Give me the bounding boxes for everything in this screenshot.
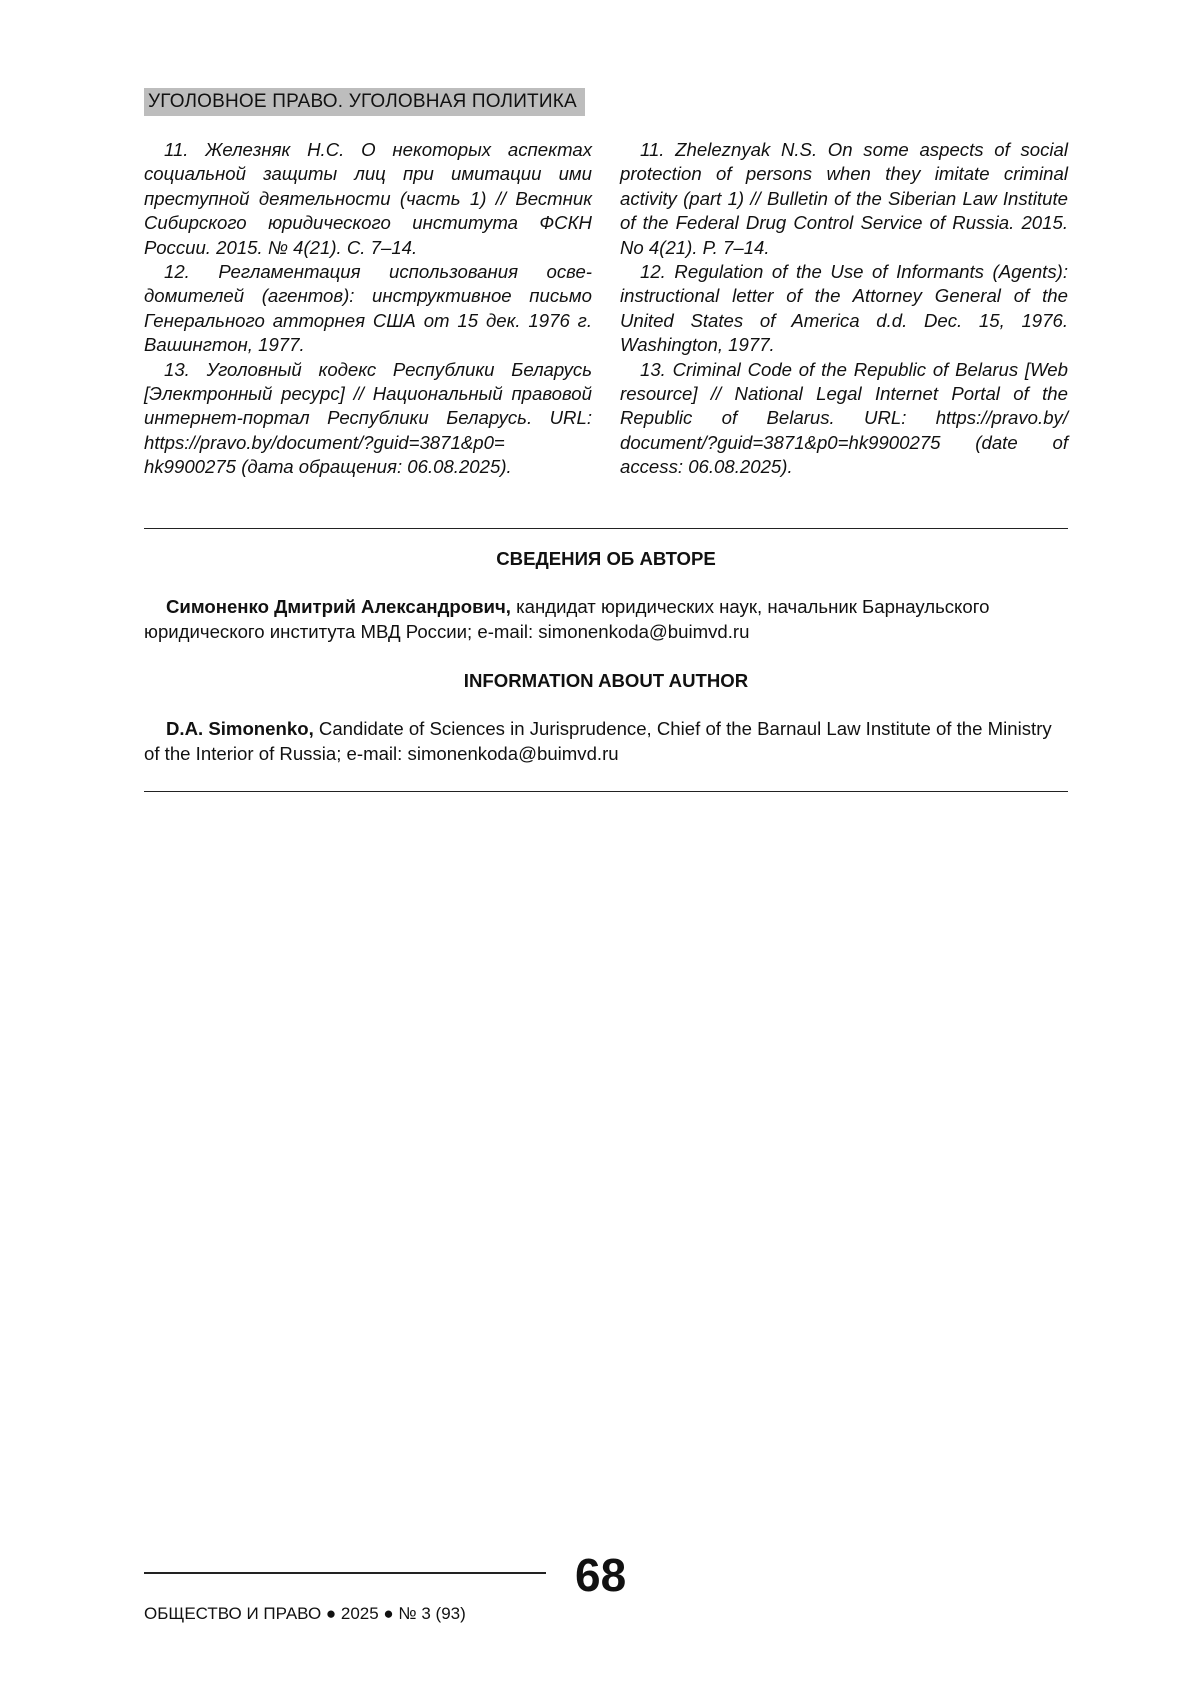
references-ru-column xyxy=(144,138,592,480)
author-name-ru: Симоненко Дмитрий Александрович, xyxy=(166,596,511,617)
reference-en-13: 13. Criminal Code of the Republic of Belarus [Web resource] // National Legal Internet Portal of the Republic of Belarus. URL: https://pravo.by/​document/?guid=3871&p0=hk9900275 (date of access: 06.08.2025). xyxy=(620,358,1068,480)
page-number: 68 xyxy=(575,1552,626,1598)
author-details-en: Candidate of Sciences in Jurisprudence, Chief of the Barnaul Law Institute of the Ministry of the Interior of Russia; e-mail: simonenkoda@buimvd.ru xyxy=(144,718,1052,764)
reference-ru-12: 12. Регламентация использования осве­домителей (агентов): инструктивное пись­мо Генерального атторнея США от 15 дек. 1976 г. Вашингтон, 1977. xyxy=(144,260,592,358)
author-info-heading-en: INFORMATION ABOUT AUTHOR xyxy=(144,670,1068,692)
footer-rule xyxy=(144,1572,546,1574)
author-info-heading-ru: СВЕДЕНИЯ ОБ АВТОРЕ xyxy=(144,548,1068,570)
reference-ru-11: 11. Железняк Н.С. О некоторых аспектах социальной защиты лиц при имитации ими преступной деятельности (часть 1) // Вест­ник Сибирского юридического института ФСКН России. 2015. № 4(21). С. 7–14. xyxy=(144,138,592,260)
author-details-ru: кандидат юридических наук, начальник Барнаульского юридического института МВД России; e-mail: simonenkoda@buimvd.ru xyxy=(144,596,989,642)
author-info-ru xyxy=(144,594,1068,644)
footer-journal-info: ОБЩЕСТВО И ПРАВО ● 2025 ● № 3 (93) xyxy=(144,1604,466,1624)
references xyxy=(144,138,1068,480)
references-en-column xyxy=(620,138,1068,480)
divider-top xyxy=(144,528,1068,529)
author-name-en: D.A. Simonenko, xyxy=(166,718,314,739)
section-header: УГОЛОВНОЕ ПРАВО. УГОЛОВНАЯ ПОЛИТИКА xyxy=(144,88,585,116)
divider-bottom xyxy=(144,791,1068,792)
reference-ru-13: 13. Уголовный кодекс Республики Беларусь [Электронный ресурс] // Национальный право­вой интернет-портал Республики Беларусь. URL: https://pravo.by/document/?guid=3871&p0=​hk9900275 (дата обращения: 06.08.2025). xyxy=(144,358,592,480)
reference-en-12: 12. Regulation of the Use of Informants (Agents): instructional letter of the Attorney General of the United States of America d.d. Dec. 15, 1976. Washington, 1977. xyxy=(620,260,1068,358)
reference-en-11: 11. Zheleznyak N.S. On some aspects of social protection of persons when they imitate criminal activity (part 1) // Bulletin of the Siberian Law Institute of the Federal Drug Control Service of Russia. 2015. No 4(21). P. 7–14. xyxy=(620,138,1068,260)
author-info-en xyxy=(144,716,1068,766)
